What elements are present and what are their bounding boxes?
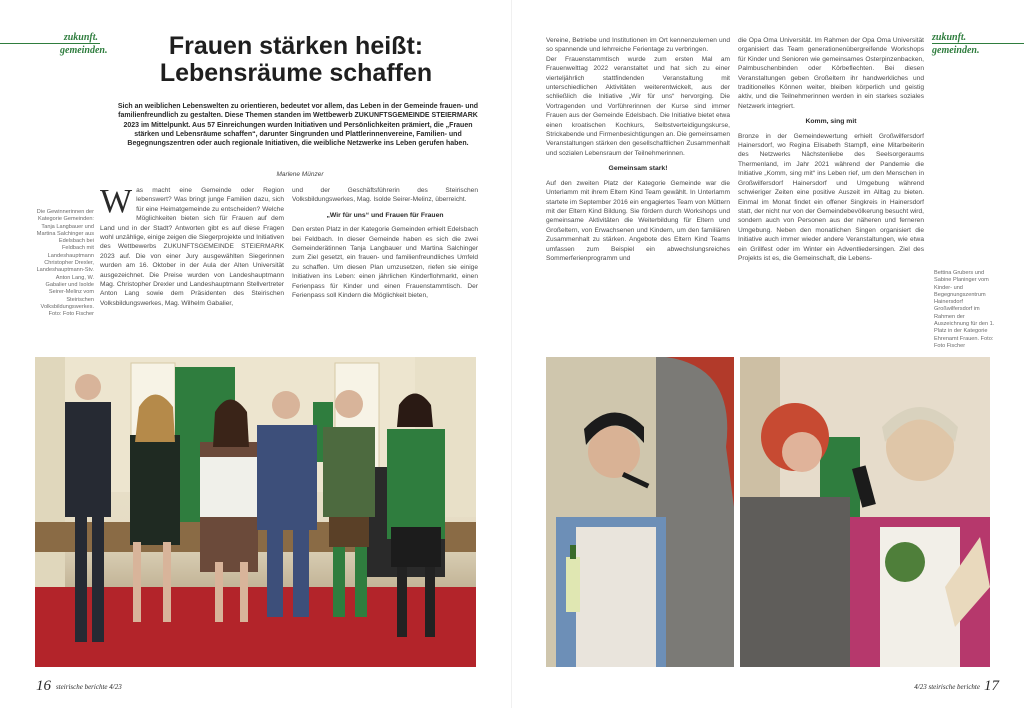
- group-photo: [35, 357, 476, 667]
- column-1-text: as macht eine Gemeinde oder Region lebenswert? Was bringt junge Familien dazu, sich für eine Heimatgemeinde zu entscheiden? Welche Möglichkeiten bieten sich für Frauen auf dem Land und in der Stadt? Antworten gibt es auf diese Fragen wohl unzählige, einige zeigen die Siegerprojekte und Initiativen des Wettbewerbs ZUKUNFTSGEMEINDE STEIERMARK 2023 auf. Die von einer Jury ausgewählten Siegerinnen wurden am 16. Oktober in der Aula der Alten Universität ausgezeichnet. Die Preise wurden von Landeshauptmann Mag. Christopher Drexler und Landeshauptmann Stellvertreter Anton Lang sowie dem Präsidenten des Steirischen Volksbildungswerkes, Mag. Wilhelm Gabalier,: [100, 187, 284, 307]
- right-page: [512, 0, 1024, 708]
- article-title: [110, 33, 482, 87]
- photo-caption-left: Die Gewinnerinnen der Kategorie Gemeinden: Tanja Langbauer und Martina Salchinger aus Edelsbach bei Feldbach mit Landeshauptmann Christopher Drexler, Landeshauptmann-Stv. Anton Lang, W. Gabalier und Isolde Seirer-Melinz vom Steirischen Volksbildungswerkes. Foto: Foto Fischer: [36, 209, 94, 318]
- title-line-1: Frauen stärken heißt:: [168, 32, 424, 60]
- title-line-2: Lebensräume schaffen: [159, 59, 433, 87]
- speaker-photo-right: [740, 357, 990, 667]
- column-3-text-1: Vereine, Betriebe und Institutionen im Ort kennenzulernen und so spannende und lehrreiche Ferientage zu verbringen.: [546, 37, 730, 54]
- rubric-label: [60, 32, 108, 56]
- text-column-3: [546, 36, 730, 263]
- text-column-2: [292, 186, 478, 300]
- article-author: Marlene Münzer: [276, 171, 324, 178]
- column-4-text-1: die Opa Oma Universität. Im Rahmen der Opa Oma Universität organisiert das Team generationenübergreifende Workshops für Kinder und Senioren wie gemeinsames Osterpinzenbacken, Palmbuschenbinden oder Körbeflechten. Bei diesen Veranstaltungen geben Großeltern ihr handwerkliches und traditionelles Können weiter, bleiben körperlich und geistig aktiv, und die Teilnehmerinnen werden in ein starkes soziales Netzwerk integriert.: [738, 37, 924, 110]
- column-2-subhead: „Wir für uns“ und Frauen für Frauen: [326, 211, 444, 219]
- text-column-4: [738, 36, 924, 263]
- column-4-text-2: Bronze in der Gemeindewertung erhielt Großwilfersdorf Hainersdorf, wo Regina Elisabeth Stampfl, eine Mitarbeiterin des Netzwerks Nächstenliebe des Seelsorgeraums Thermenland, im Jahr 2021 während der Pandemie die Initiative „Komm, sing mit“ ins Leben rief, um den Menschen in Großwilfersdorf Hainersdorf und Umgebung während schwieriger Zeiten eine positive Auszeit im Alltag zu bieten. Einmal im Monat findet ein offener Singkreis in Hainersdorf statt, der nicht nur von der Gemeindebevölkerung besucht wird, sondern auch von Personen aus der näheren und ferneren Umgebung. Neben den monatlichen Singen organisiert die Initiative auch immer wieder andere Veranstaltungen, wie etwa ein Grillfest oder im Winter ein Adventliedersingen. Ziel des Projekts ist es, die Gemeinschaft, die Lebens-: [738, 132, 924, 262]
- magazine-name-right: 4/23 steirische berichte: [914, 683, 980, 691]
- rubric-line-2: gemeinden.: [60, 45, 108, 56]
- column-3-subhead: Gemeinsam stark!: [608, 165, 668, 173]
- photo-caption-right: Bettina Grubers und Sabine Planinger vom Kinder- und Begegnungszentrum Hainersdorf Großwilfersdorf im Rahmen der Auszeichnung für den 1. Platz in der Kategorie Ehrenamt Frauen. Foto: Foto Fischer: [934, 270, 995, 349]
- page-number-left: 16: [36, 678, 51, 694]
- column-2-text: Den ersten Platz in der Kategorie Gemeinden erhielt Edelsbach bei Feldbach. In dieser Gemeinde haben es sich die zwei Gemeinderätinnen Tanja Langbauer und Martina Salchinger zum Ziel gesetzt, ein frauen- und familienfreundliches Umfeld zu schaffen. Um diesen Plan umzusetzen, riefen sie einige Initiativen ins Leben: einen jährlichen Kinderflohmarkt, einen Ferienpass für Kinder und einen Frauenstammtisch. Der Ferienpass soll Kindern die Möglichkeit bieten,: [292, 226, 478, 300]
- magazine-name-left: steirische berichte 4/23: [56, 683, 122, 691]
- article-lead: Sich an weiblichen Lebenswelten zu orientieren, bedeutet vor allem, das Leben in der Gemeinde frauen- und familienfreundlich zu gestalten. Diese Themen standen im Wettbewerb ZUKUNFTSGEMEINDE STEIERMARK 2023 im Mittelpunkt. Aus 57 Einreichungen wurden Initiativen und Persönlichkeiten prämiert, die „Frauen stärken und Lebensräume schaffen“, darunter Singrunden und Plattlerinnenvereine, Familien- und Begegnungszentren oder auch regionale Initiativen, die weibliche Netzwerke ins Leben gerufen haben.: [117, 103, 479, 148]
- group-photo-illustration: [35, 357, 476, 667]
- rubric-right-line-1: zukunft.: [932, 32, 967, 43]
- rubric-rule-right: [932, 43, 1024, 44]
- speaker-photo-left-illustration: [546, 357, 734, 667]
- speaker-photo-right-illustration: [740, 357, 990, 667]
- rubric-line-1: zukunft.: [63, 32, 98, 43]
- rubric-label-right: [932, 32, 992, 56]
- text-column-1: [100, 183, 284, 308]
- column-4-subhead: Komm, sing mit: [805, 118, 857, 126]
- column-2-intro: und der Geschäftsführerin des Steirischen Volksbildungswerkes, Mag. Isolde Seirer-Melinz, überreicht.: [292, 187, 478, 204]
- column-3-text-2: Der Frauenstammtisch wurde zum ersten Mal am Frauenwelttag 2022 veranstaltet und hat sich zu einer vierteljährlich stattfindenden Veranstaltung mit unterschiedlichen Aktivitäten weiterentwickelt, aus der schließlich die Initiative „Wir für uns“ hervorging. Die Vortragenden und Vorführerinnen der Kurse sind immer Frauen aus der Gemeinde Edelsbach. Die Initiative bietet etwa einen kroatischen Kochkurs, Selbstverteidigungskurse, Strickabende und Firmenbesichtigungen an. Die gemeinsamen Veranstaltungen stärken den gesellschaftlichen Zusammenhalt und sozialen Lebensraum der Teilnehmerinnen.: [546, 55, 731, 157]
- column-3-text-3: Auf den zweiten Platz der Kategorie Gemeinde war die Unterlamm mit ihrem Eltern Kind Team gewählt. In Unterlamm startete im September 2016 ein engagiertes Team von Müttern mit der Eltern Kind Bildung. Sie fördern durch Workshops und gemeinsame Aktivitäten die Weiterbildung für Eltern und Großeltern, von Erwachsenen und Kindern, um den familiären Zusammenhalt zu stärken. Angebote des Eltern Kind Teams umfassen zum Beispiel ein abwechslungsreiches Sommerferienprogramm und: [546, 179, 730, 262]
- page-number-right: 17: [984, 678, 999, 694]
- speaker-photo-left: [546, 357, 734, 667]
- drop-cap: W: [100, 183, 133, 220]
- rubric-right-line-2: gemeinden.: [932, 45, 980, 56]
